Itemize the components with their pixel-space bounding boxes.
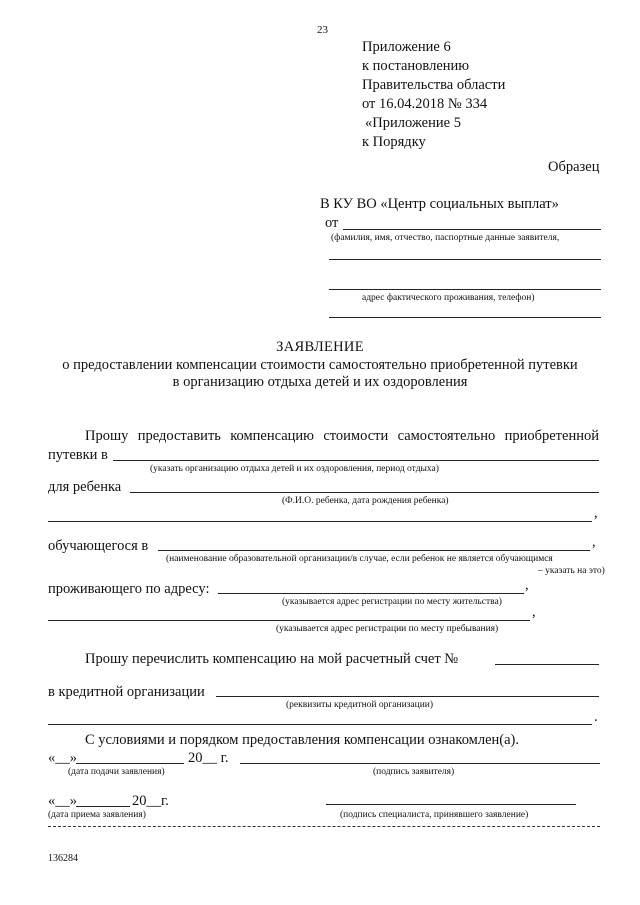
voucher-organization-field[interactable] (113, 460, 599, 461)
child-comma: , (594, 505, 598, 521)
specialist-signature-field[interactable] (326, 804, 576, 805)
residence-label: проживающего по адресу: (48, 581, 210, 597)
sample-label: Образец (548, 159, 600, 175)
page-number: 23 (317, 24, 328, 36)
request-word: самостоятельно (397, 428, 496, 444)
stay-comma: , (532, 604, 536, 620)
applicant-address-field[interactable] (329, 289, 601, 290)
bank-label: в кредитной организации (48, 684, 205, 700)
appendix-line: к Порядку (362, 134, 426, 150)
appendix-header (362, 38, 505, 152)
footer-code: 136284 (48, 853, 78, 864)
bank-details-field[interactable] (48, 724, 592, 725)
addressee-from-label: от (325, 215, 339, 231)
document-title: ЗАЯВЛЕНИЕ (276, 339, 364, 355)
document-subtitle-line2: в организацию отдыха детей и их оздоровления (172, 374, 468, 390)
applicant-address-hint: адрес фактического проживания, телефон) (362, 293, 535, 303)
stay-hint: (указывается адрес регистрации по месту пребывания) (276, 624, 499, 634)
transfer-text: Прошу перечислить компенсацию на мой расчетный счет № (85, 651, 459, 667)
receive-date-hint: (дата приема заявления) (48, 810, 146, 820)
submit-date-hint: (дата подачи заявления) (68, 767, 165, 777)
submit-year: 20__ г. (188, 750, 229, 766)
receive-month-field[interactable] (76, 806, 130, 807)
bank-period: . (594, 709, 598, 725)
request-word: Прошу (85, 428, 129, 444)
residence-hint: (указывается адрес регистрации по месту жительства) (282, 597, 502, 607)
request-line (85, 428, 599, 445)
student-comma: , (592, 534, 596, 550)
appendix-line: Правительства области (362, 77, 506, 93)
applicant-details-field[interactable] (329, 259, 601, 260)
child-hint: (Ф.И.О. ребенка, дата рождения ребенка) (282, 496, 449, 506)
voucher-label: путевки в (48, 447, 108, 463)
appendix-line: от 16.04.2018 № 334 (362, 96, 488, 112)
child-details-field[interactable] (48, 521, 592, 522)
submit-day: «__» (48, 750, 77, 766)
bank-name-field[interactable] (216, 696, 599, 697)
request-word: стоимости (323, 428, 389, 444)
applicant-phone-field[interactable] (329, 317, 601, 318)
voucher-hint: (указать организацию отдыха детей и их оздоровления, период отдыха) (150, 464, 439, 474)
applicant-name-hint: (фамилия, имя, отчество, паспортные данные заявителя, (331, 233, 560, 243)
student-label: обучающегося в (48, 538, 149, 554)
receive-year: 20__г. (132, 793, 169, 809)
specialist-signature-hint: (подпись специалиста, принявшего заявление) (340, 810, 529, 820)
appendix-line: «Приложение 5 (365, 115, 461, 131)
addressee-to: В КУ ВО «Центр социальных выплат» (320, 196, 559, 212)
child-label: для ребенка (48, 479, 122, 495)
residence-comma: , (525, 577, 529, 593)
appendix-line: Приложение 6 (362, 39, 451, 55)
submit-month-field[interactable] (76, 763, 184, 764)
stay-address-field[interactable] (48, 620, 530, 621)
acknowledgement-text: С условиями и порядком предоставления компенсации ознакомлен(а). (85, 732, 519, 748)
receive-day: «__» (48, 793, 77, 809)
applicant-name-field[interactable] (343, 229, 601, 230)
document-subtitle-line1: о предоставлении компенсации стоимости самостоятельно приобретенной путевки (62, 357, 578, 373)
account-number-field[interactable] (495, 664, 599, 665)
bank-hint: (реквизиты кредитной организации) (286, 700, 434, 710)
child-name-field[interactable] (130, 492, 599, 493)
applicant-signature-field[interactable] (240, 763, 600, 764)
appendix-line: к постановлению (362, 58, 470, 74)
school-hint-line1: (наименование образовательной организации/в случае, если ребенок не является обучающимся (166, 554, 553, 564)
school-field[interactable] (158, 550, 590, 551)
residence-address-field[interactable] (218, 593, 524, 594)
applicant-signature-hint: (подпись заявителя) (373, 767, 455, 777)
dashed-divider (48, 826, 600, 827)
school-hint-line2: – указать на это) (538, 566, 605, 576)
request-word: предоставить (137, 428, 221, 444)
request-word: приобретенной (504, 428, 599, 444)
request-word: компенсацию (230, 428, 315, 444)
